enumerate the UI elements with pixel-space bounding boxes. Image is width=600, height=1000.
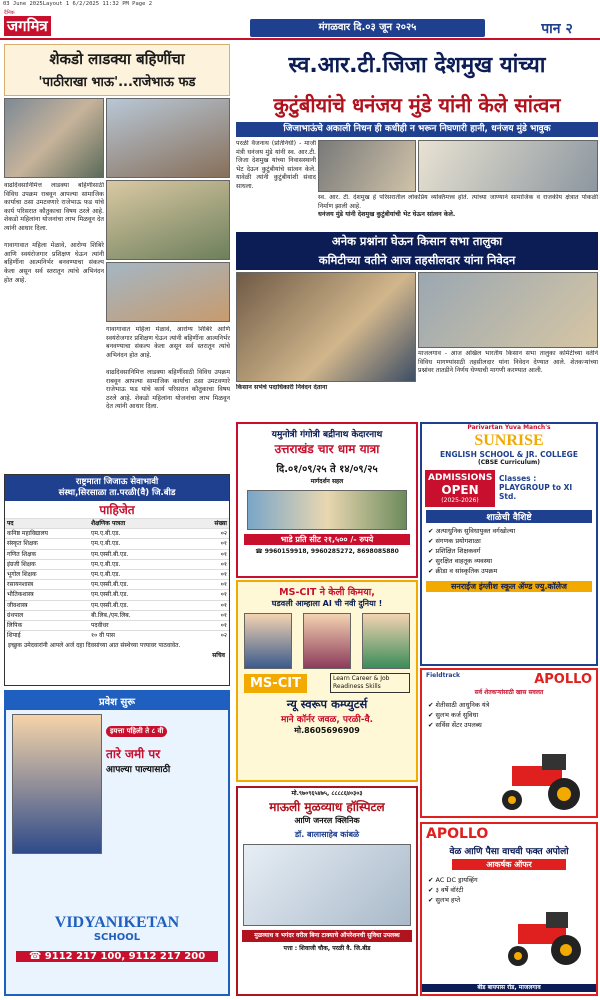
apollo1-items [422,697,596,733]
vidyaniketan-highlight-2: आपल्या पाल्यासाठी [106,765,171,775]
table-row: संस्कृत शिक्षक एम.ए.बी.एड. ०१ [7,540,227,548]
vidyaniketan-students-photo [12,714,102,854]
hospital-title: माऊली मुळव्याध हॉस्पिटल [269,800,385,814]
sunrise-title: SUNRISE [474,432,544,449]
mscit-advertisement [236,580,418,782]
sunrise-features-title: शाळेची वैशिष्टे [426,510,592,523]
main-story-body-2: स्व. आर. टी. देशमुख हे परिसरातील लोकप्रिय व्यक्तिमत्त्व होते. त्यांच्या जाण्याने सामाजिक व राजकीय क्षेत्रात पोकळी निर्माण झाली आहे. धनंजय मुंडे यांनी देशमुख कुटुंबीयांची भेट घेऊन सांत्वन केले. [318,194,598,219]
list-item: ✔ सुरक्षित वाहतूक व्यवस्था [428,557,493,565]
jobs-signer: सचिव [212,652,225,660]
main-story-body-1: परळी वैजनाथ (प्रतिनिधी) - माजी मंत्री धनंजय मुंडे यांनी स्व. आर.टी. जिजा देशमुख यांच्या निवासस्थानी भेट देऊन कुटुंबीयांचे सांत्वन केले. यावेळी त्यांनी कुटुंबीयांशी संवाद साधला. [236,140,316,190]
list-item: ✔ शेतीसाठी आधुनिक यंत्रे [428,701,490,709]
logo-text: जगमित्र [4,16,51,36]
yatra-line1: यमुनोत्री गंगोत्री बद्रीनाथ केदारनाथ [271,430,383,440]
masthead [0,8,600,40]
mscit-phone: मो.8605696909 [294,726,360,735]
kisan-headline-line2: कमिटीच्या वतीने आज तहसीलदार यांना निवेदन [318,253,516,267]
sunrise-top: Parivartan Yuva Manch's [467,424,551,431]
yatra-line2: उत्तराखंड चार धाम यात्रा [274,442,380,456]
apollo2-brand: APOLLO [426,826,489,842]
list-item: ✔ सुलभ कर्ज सुविधा [428,711,479,719]
kisan-story-headline [236,232,598,270]
vidyaniketan-title: VIDYANIKETAN [54,914,180,931]
vidyaniketan-top: प्रवेश सुरू [6,692,228,710]
apollo-advertisement-1 [420,668,598,818]
sunrise-classes: Classes : PLAYGROUP to XI Std. [499,474,573,501]
jobs-table-body [5,528,229,640]
apollo1-tagline: सर्व शेतकऱ्यांसाठी खास सवलत [474,689,544,696]
mscit-tag: Learn Career & Job Readiness Skills [330,673,410,693]
sunrise-school-advertisement [420,422,598,666]
jobs-table-header: पद शैक्षणिक पात्रता संख्या [7,520,227,527]
list-item: ✔ प्रशिक्षित शिक्षकवर्ग [428,547,481,555]
apollo2-slogan: वेळ आणि पैसा वाचवी फक्त अपोलो [449,847,569,857]
hospital-services-block [243,844,411,926]
hospital-doctor: डॉ. बालासाहेब कांबळे [294,830,360,839]
apollo2-offer: आकर्षक ऑफर [452,859,566,870]
sunrise-subtitle: ENGLISH SCHOOL & JR. COLLEGE [440,450,578,459]
left-story-body-1: वाढदिवसानिमित्त लाडक्या बहिणींसाठी विविध उपक्रम राबवून आपल्या सामाजिक कार्याचा ठसा उमटवणारे राजेभाऊ फड यांचे कार्य परिसरात कौतुकाचा विषय ठरले आहे. शेकडो महिलांना योजनांचा लाभ मिळवून देत त्यांनी आधार दिला. गावागावात महिला मेळावे, आरोग्य शिबिरे आणि स्वयंरोजगार प्रशिक्षण घेऊन त्यांनी बहिणींना आत्मनिर्भर बनवण्याचा संकल्प केला असून सर्व स्तरातून त्यांचे अभिनंदन होत आहे. [4,182,104,284]
vidyaniketan-advertisement [4,690,230,996]
left-story-photo-4 [106,262,230,322]
yatra-advertisement [236,422,418,578]
kisan-story-photo-2 [418,272,598,348]
mscit-line1: MS-CIT ने केली किमया, [279,587,375,598]
list-item: ✔ सुलभ हप्ते [428,896,461,904]
table-row: इंग्रजी शिक्षक एम.ए.बी.एड. ०१ [7,560,227,568]
apollo2-items [422,872,596,908]
phone-icon: ☎ [28,951,45,962]
table-row: भूगोल शिक्षक एम.ए.बी.एड. ०१ [7,571,227,579]
mscit-shop: न्यू स्वरूप कम्प्युटर्स [286,697,368,711]
table-row: गणित शिक्षक एम.एस्सी.बी.एड. ०१ [7,550,227,558]
apollo-advertisement-2 [420,822,598,996]
vidyaniketan-highlight-1: तारे जमी पर [106,747,161,761]
jobs-title: राष्ट्रमाता जिजाऊ सेवाभावी संस्था,सिरसाळा ता.परळी(वै) जि.बीड [5,475,229,501]
apollo1-partner: Fieldtrack [426,672,460,679]
print-info-strip: 03 June 2025Layout 1 6/2/2025 11:32 PM Page 2 [3,1,153,7]
list-item: ✔ क्रीडा व सांस्कृतिक उपक्रम [428,567,498,575]
mscit-student-photo-1 [244,613,292,669]
table-row: ग्रंथपाल बी.लिब./एम.लिब. ०१ [7,611,227,619]
newspaper-logo [4,10,92,38]
list-item: ✔ सर्विस सेंटर उपलब्ध [428,721,482,729]
list-item: ✔ संगणक प्रयोगशाळा [428,537,481,545]
table-row: शिपाई १० वी पास ०२ [7,632,227,640]
mscit-place: माने कॉर्नर जवळ, परळी-वै. [280,715,374,725]
main-story-photo-1 [318,140,416,192]
kisan-story-body: माजलगाव - आज अखिल भारतीय किसान सभा तालुका कमिटीच्या वतीने विविध मागण्यांसाठी तहसीलदार यांना निवेदन देण्यात आले. शेतकऱ्यांच्या प्रश्नांवर तातडीने निर्णय घेण्याची मागणी करण्यात आली. [418,350,598,375]
apollo1-brand: APOLLO [534,672,592,687]
hospital-subtitle: आणि जनरल क्लिनिक [294,816,360,825]
vidyaniketan-subtitle: SCHOOL [93,932,141,943]
left-story-photo-2 [106,98,230,178]
yatra-price: भाडे प्रति सीट २१,५०० /- रुपये [244,534,410,545]
hospital-advertisement [236,786,418,996]
main-headline-line2: कुटुंबीयांचे धनंजय मुंडे यांनी केले सांत्वन [273,93,561,117]
phone-icon: ☎ [255,548,265,555]
left-story-photo-3 [106,180,230,260]
main-story-photo-2 [418,140,598,192]
list-item: ✔ अत्याधुनिक सुविधायुक्त वर्गखोल्या [428,527,516,535]
mscit-student-photo-2 [303,613,351,669]
main-story-strap: जिजाभाऊंचे अकाली निधन ही कधीही न भरून निघणारी हानी, धनंजय मुंडे भावुक [236,122,598,137]
kisan-story-photo [236,272,416,382]
hospital-phones: मो.९७०९६५४७५, ८८८८६४०३०३ [291,790,363,797]
mscit-line2: घडवली आम्हाला AI ची नवी दुनिया ! [271,599,383,608]
table-row: लिपिक पदवीधर ०१ [7,622,227,630]
sunrise-board: (CBSE Curriculum) [477,459,541,466]
page-number: पान २ [541,21,573,37]
table-row: कनिष्ठ महाविद्यालय एम.ए.बी.एड. ०२ [7,530,227,538]
mscit-brand: MS-CIT [244,674,307,693]
jobs-heading: पाहिजेत [99,503,135,517]
table-row: भौतिकशास्त्र एम.एस्सी.बी.एड. ०१ [7,591,227,599]
sunrise-footer: सनराईज इंग्लीश स्कूल ॲण्ड ज्यु.कॉलेज [426,581,592,592]
hospital-footer: मुळव्याध व भगंदर वरील बिना टाक्याचे ऑपरेशनची सुविधा उपलब्ध [242,930,412,942]
sunrise-features-list [422,523,596,579]
left-headline-line2: 'पाठीराखा भाऊ'...राजेभाऊ फड [38,75,196,90]
mscit-student-photo-3 [362,613,410,669]
jobs-advertisement [4,474,230,686]
sunrise-admission-box: ADMISSIONS OPEN (2025-2026) [425,470,495,507]
table-row: रसायनशास्त्र एम.एस्सी.बी.एड. ०१ [7,581,227,589]
table-row: जीवशास्त्र एम.एस्सी.बी.एड. ०१ [7,601,227,609]
main-headline-line1: स्व.आर.टी.जिजा देशमुख यांच्या [236,44,598,90]
apollo2-address: बीड बायपास रोड, माजलगाव [422,984,596,992]
left-story-photo-1 [4,98,104,178]
logo-prefix: दैनिक [4,10,15,16]
jobs-note: इच्छुक उमेदवारांनी आपले अर्ज दहा दिवसांच्या आत संस्थेच्या पत्त्यावर पाठवावेत. [8,642,181,650]
left-headline-line1: शेकडो लाडक्या बहिणींचा [49,50,185,68]
tractor-icon [492,910,592,968]
yatra-photo [247,490,407,530]
hospital-address: पत्ता : शिवाजी चौक, परळी वै. जि.बीड [283,945,371,952]
left-story-body-2: गावागावात महिला मेळावे, आरोग्य शिबिरे आणि स्वयंरोजगार प्रशिक्षण घेऊन त्यांनी बहिणींना आत्मनिर्भर बनवण्याचा संकल्प केला असून सर्व स्तरातून त्यांचे अभिनंदन होत आहे. वाढदिवसानिमित्त लाडक्या बहिणींसाठी विविध उपक्रम राबवून आपल्या सामाजिक कार्याचा ठसा उमटवणारे राजेभाऊ फड यांचे कार्य परिसरात कौतुकाचा विषय ठरले आहे. शेकडो महिलांना योजनांचा लाभ मिळवून देत त्यांनी आधार दिला. [106,326,230,411]
yatra-dates: दि.०१/०९/२५ ते १४/०९/२५ [276,464,378,475]
kisan-story-caption: किसान सभेचे पदाधिकारी निवेदन देताना [236,384,328,391]
yatra-note: मार्गदर्शन सहल [310,478,344,485]
vidyaniketan-badge: इयत्ता पहिली ते ८ वी [106,726,167,737]
date-bar: मंगळवार दि.०३ जून २०२५ [250,19,485,37]
list-item: ✔ AC DC ड्रायव्हिंग [428,876,478,884]
tractor-icon [482,752,592,812]
vidyaniketan-phones: ☎ 9112 217 100, 9112 217 200 [16,951,218,962]
list-item: ✔ ३ वर्षे वॉरंटी [428,886,464,894]
left-story-headline [4,44,230,96]
kisan-headline-line1: अनेक प्रश्नांना घेऊन किसान सभा तालुका [331,234,503,248]
yatra-contact: ☎ 9960159918, 9960285272, 8698085880 [255,548,399,555]
